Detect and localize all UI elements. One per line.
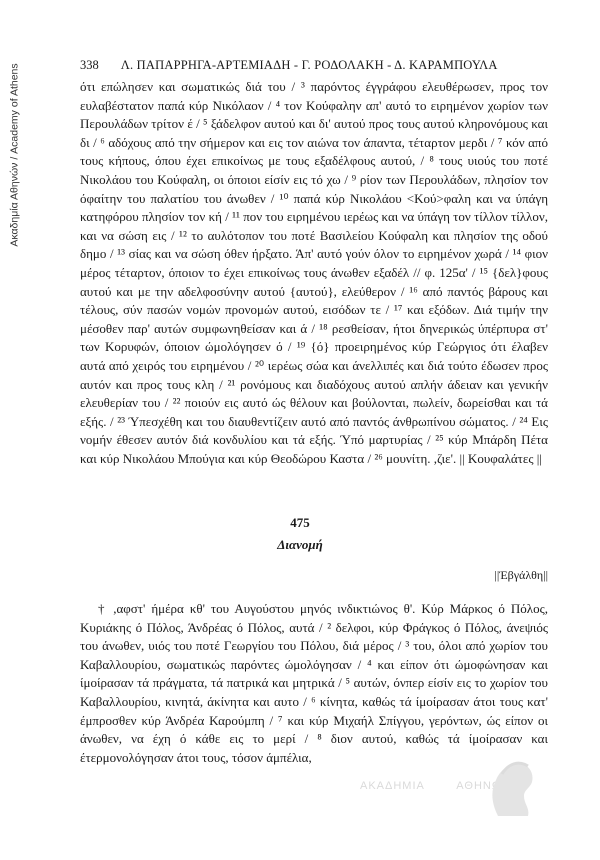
document-heading: Διανομή [277, 537, 323, 552]
document-475-text-block [80, 600, 548, 767]
document-number: 475 [290, 515, 310, 530]
side-watermark [4, 40, 26, 270]
academy-side-label: Ακαδημία Αθηνών / Academy of Athens [9, 63, 21, 247]
document-tag: ||Έβγάλθη|| [494, 568, 548, 582]
header-authors: Λ. ΠΑΠΑΡΡΗΓΑ-ΑΡΤΕΜΙΑΔΗ - Γ. ΡΟΔΟΛΑΚΗ - Δ. ΚΑΡΑΜΠΟΥΛΑ [120, 58, 498, 72]
document-474-text-block [80, 78, 548, 468]
running-header [80, 58, 548, 73]
document-474-text: ότι επώλησεν και σωματικώς διά του / ³ παρόντος έγγράφου ελευθέρωσεν, προς τον ευλαβέστατον παπά κύρ Νικόλαον / ⁴ τον Κούφαλην απ' αυτό το ειρημένον χωρίον των Περουλάδων τρίτον έ / ⁵ ξάδελφον αυτού και δι' αυτού προς τους αυτού κληρονόμους και δι / ⁶ αδόχους από την σήμερον και εις τον αιώνα τον άπαντα, τέταρτον μερδι / ⁷ κόν από τους κήπους, όπου έχει επικοίνως με τους εξαδέλφους αυτού, / ⁸ τους υιούς του ποτέ Νικολάου του Κούφαλη, οι όποιοι είσίν εις τό χω / ⁹ ρίον των Περουλάδων, πλησίον τον όφαίτην του παλατίου του άνωθεν / ¹⁰ παπά κύρ Νικολάου <Κού>φαλη και να ύπάγη κατηφόρου πλησίον τον κή / ¹¹ πον του ειρημένου ιερέως και να ύπάγη τον τίλλον τίλλον, και να σώση εις / ¹² το αυλότοπον του ποτέ Βασιλείου Κούφαλη και πλησίον της οδού δημο / ¹³ σίας και να σώση όθεν ήρξατο. Άπ' αυτό γούν όλον το ειρημένον χωρά / ¹⁴ φιον μέρος τέταρτον, όποιον το έχει επικοίνως τους άνωθεν εξαδέλ // φ. 125α' / ¹⁵ {δελ}φους αυτού και με την αδελφοσύνην αυτού {αυτού}, ελεύθερον / ¹⁶ από παντός βάρους και τέλους, σύν πασών νομών προνομών αυτού, εισόδων τε / ¹⁷ και εξόδων. Διά τιμήν την μέσοθεν παρ' αυτών συμφωνηθείσαν και ά / ¹⁸ ρεσθείσαν, ήτοι δηνερικώς ύπέρπυρα στ' των Κορυφών, όποιον ώμολόγησεν ό / ¹⁹ {ό} προειρημένος κύρ Γεώργιος ότι έλαβεν αυτά από χειρός του ειρημένου / ²⁰ ιερέως σώα και άνελλιπές και διά τούτο έδωσεν προς αυτόν και προς τους κλη / ²¹ ρονόμους και διαδόχους αυτού απλήν άδειαν και γενικήν ελευθερίαν του / ²² ποιούν εις αυτό ώς θέλουν και βούλονται, πωλείν, δωρείσθαι και τά εξής. / ²³ Ύπεσχέθη και του διαυθεντίζειν αυτό από παντός άνθρωπίνου σώματος. / ²⁴ Εις νομήν έθεσεν αυτόν διά κονδυλίου και τά εξής. Ύπό μαρτυρίας / ²⁵ κύρ Μπάρδη Πέτα και κύρ Νικολάου Μπούγια και κύρ Θεοδώρου Καστα / ²⁶ μουνίτη. ,ζιε'. || Κουφαλάτες || [80, 79, 548, 466]
watermark-right-word: ΑΘΗΝΩΝ [456, 780, 510, 792]
watermark-left-word: ΑΚΑΔΗΜΙΑ [360, 780, 425, 792]
academy-watermark [360, 762, 550, 822]
document-475-text: † ,αφστ' ήμέρα κθ' του Αυγούστου μηνός ινδικτιώνος θ'. Κύρ Μάρκος ό Πόλος, Κυριάκης ό Πόλος, Άνδρέας ό Πόλος, αυτά / ² δελφοι, κύρ Φράγκος ό Πόλος, άνεψιός του άνωθεν, υιός του ποτέ Γεωργίου του Πόλου, διά μέρος / ³ του, όλοι από χωρίον του Καβαλλουρίου, σωματικώς παρόντες ώμολόγησαν / ⁴ και είπον ότι ώμοφώνησαν και ίμοίρασαν τά πράγματα, τά πατρικά και μητρικά / ⁵ αυτών, όνπερ είσίν εις το χωρίον του Καβαλλουρίου, κινητά, άκίνητα και αυτο / ⁶ κίνητα, καθώς τά ίμοίρασαν άτοι τους κατ' έμπροσθεν κύρ Άνδρέα Καρούμπη / ⁷ και κύρ Μιχαήλ Σπίγγου, γερόντων, ώς είπον οι άνωθεν, να έχη ό κάθε εις το μερί / ⁸ διον αυτού, καθώς τά ίμοίρασαν και έτερμονολόγησαν άτοι τους, τόσον άμπέλια, [80, 601, 548, 765]
page-number: 338 [80, 58, 99, 72]
athena-head-icon [478, 754, 542, 822]
